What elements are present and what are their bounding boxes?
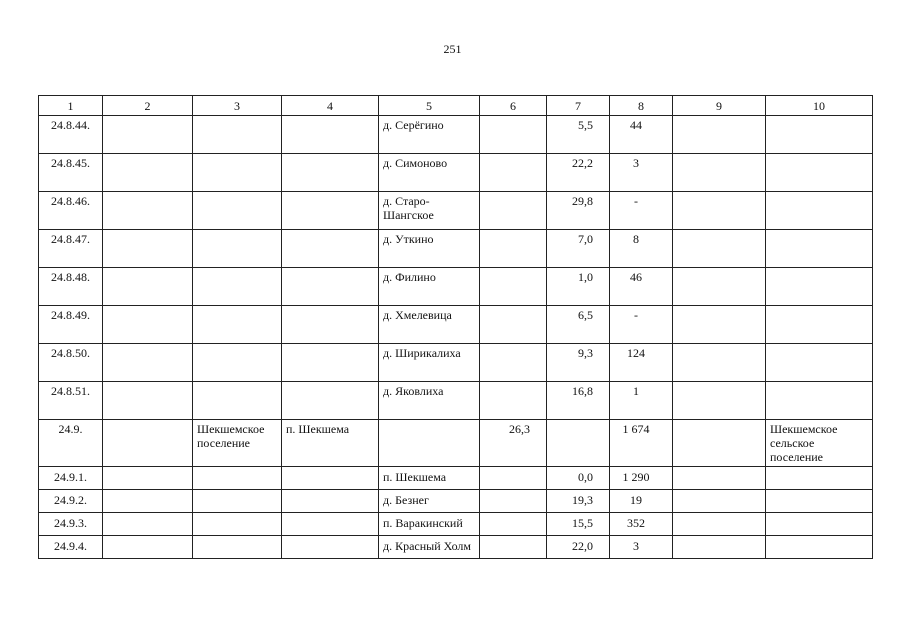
column-header: 1 xyxy=(39,96,103,116)
row-code: 24.8.45. xyxy=(39,154,103,192)
cell-c2 xyxy=(103,230,193,268)
cell-c10 xyxy=(766,230,873,268)
row-code: 24.8.51. xyxy=(39,382,103,420)
cell-c9 xyxy=(673,268,766,306)
cell-c10 xyxy=(766,192,873,230)
settlement-name: д. Безнег xyxy=(379,490,480,513)
cell-c6 xyxy=(480,116,547,154)
cell-c3 xyxy=(193,268,282,306)
cell-c9 xyxy=(673,382,766,420)
distance-value: 15,5 xyxy=(547,513,610,536)
cell-c6 xyxy=(480,230,547,268)
cell-c9 xyxy=(673,536,766,559)
cell-c2 xyxy=(103,490,193,513)
distance-value: 29,8 xyxy=(547,192,610,230)
cell-c9 xyxy=(673,420,766,467)
table-row xyxy=(39,513,873,536)
row-code: 24.8.49. xyxy=(39,306,103,344)
cell-c4 xyxy=(282,192,379,230)
cell-c10 xyxy=(766,116,873,154)
settlement-name: д. Филино xyxy=(379,268,480,306)
settlement-name: д. Серёгино xyxy=(379,116,480,154)
cell-c9 xyxy=(673,192,766,230)
table-row xyxy=(39,467,873,490)
cell-c2 xyxy=(103,420,193,467)
cell-c9 xyxy=(673,154,766,192)
row-code: 24.9.1. xyxy=(39,467,103,490)
cell-c6 xyxy=(480,382,547,420)
cell-c3 xyxy=(193,536,282,559)
cell-c6 xyxy=(480,192,547,230)
cell-c10 xyxy=(766,490,873,513)
cell-c2 xyxy=(103,344,193,382)
table-row xyxy=(39,192,873,230)
column-header: 8 xyxy=(610,96,673,116)
distance-value: 5,5 xyxy=(547,116,610,154)
table-row-municipality xyxy=(39,420,873,467)
distance-center-value: 26,3 xyxy=(480,420,547,467)
cell-c2 xyxy=(103,536,193,559)
cell-c4 xyxy=(282,513,379,536)
settlement-name: д. Красный Холм xyxy=(379,536,480,559)
cell-c10 xyxy=(766,382,873,420)
cell-c9 xyxy=(673,467,766,490)
column-header: 2 xyxy=(103,96,193,116)
cell-c4 xyxy=(282,116,379,154)
cell-c9 xyxy=(673,490,766,513)
row-code: 24.8.48. xyxy=(39,268,103,306)
cell-c4 xyxy=(282,467,379,490)
population-value: - xyxy=(610,192,673,230)
population-value: 352 xyxy=(610,513,673,536)
cell-c4 xyxy=(282,306,379,344)
table-row xyxy=(39,306,873,344)
population-value: - xyxy=(610,306,673,344)
table-header-row xyxy=(39,96,873,116)
row-code: 24.9.2. xyxy=(39,490,103,513)
table-row xyxy=(39,116,873,154)
cell-c2 xyxy=(103,192,193,230)
cell-c6 xyxy=(480,154,547,192)
cell-c10 xyxy=(766,306,873,344)
cell-c3 xyxy=(193,116,282,154)
population-value: 1 xyxy=(610,382,673,420)
cell-c10 xyxy=(766,344,873,382)
cell-c2 xyxy=(103,116,193,154)
cell-c4 xyxy=(282,344,379,382)
cell-c9 xyxy=(673,230,766,268)
cell-c10 xyxy=(766,154,873,192)
settlement-name: п. Варакинский xyxy=(379,513,480,536)
column-header: 7 xyxy=(547,96,610,116)
population-value: 44 xyxy=(610,116,673,154)
cell-c3 xyxy=(193,154,282,192)
population-value: 124 xyxy=(610,344,673,382)
column-header: 9 xyxy=(673,96,766,116)
distance-value: 7,0 xyxy=(547,230,610,268)
table-row xyxy=(39,490,873,513)
table-row xyxy=(39,536,873,559)
table-row xyxy=(39,268,873,306)
settlement-name: д. Уткино xyxy=(379,230,480,268)
cell-c3 xyxy=(193,192,282,230)
population-value: 1 674 xyxy=(610,420,673,467)
cell-c10 xyxy=(766,268,873,306)
cell-c2 xyxy=(103,154,193,192)
distance-value: 22,0 xyxy=(547,536,610,559)
cell-c6 xyxy=(480,268,547,306)
settlement-name: д. Старо-Шангское xyxy=(379,192,480,230)
cell-c2 xyxy=(103,268,193,306)
cell-c9 xyxy=(673,344,766,382)
population-value: 1 290 xyxy=(610,467,673,490)
cell-c3 xyxy=(193,513,282,536)
table-row xyxy=(39,382,873,420)
population-value: 3 xyxy=(610,154,673,192)
cell-c3 xyxy=(193,306,282,344)
population-value: 46 xyxy=(610,268,673,306)
cell-c10 xyxy=(766,467,873,490)
cell-c6 xyxy=(480,306,547,344)
municipality-name: Шекшемское поселение xyxy=(193,420,282,467)
column-header: 10 xyxy=(766,96,873,116)
cell-c9 xyxy=(673,306,766,344)
cell-c9 xyxy=(673,116,766,154)
table-row xyxy=(39,154,873,192)
cell-c4 xyxy=(282,490,379,513)
distance-value xyxy=(547,420,610,467)
cell-c3 xyxy=(193,344,282,382)
cell-c3 xyxy=(193,382,282,420)
cell-c3 xyxy=(193,490,282,513)
cell-c10 xyxy=(766,536,873,559)
cell-c6 xyxy=(480,467,547,490)
settlements-table xyxy=(38,95,873,559)
row-code: 24.9. xyxy=(39,420,103,467)
table-row xyxy=(39,230,873,268)
cell-c3 xyxy=(193,467,282,490)
population-value: 8 xyxy=(610,230,673,268)
column-header: 6 xyxy=(480,96,547,116)
table-row xyxy=(39,344,873,382)
distance-value: 19,3 xyxy=(547,490,610,513)
row-code: 24.8.50. xyxy=(39,344,103,382)
cell-c4 xyxy=(282,536,379,559)
settlement-name: д. Симоново xyxy=(379,154,480,192)
cell-c4 xyxy=(282,230,379,268)
distance-value: 0,0 xyxy=(547,467,610,490)
settlement-name: д. Яковлиха xyxy=(379,382,480,420)
row-code: 24.8.44. xyxy=(39,116,103,154)
cell-c9 xyxy=(673,513,766,536)
cell-c10 xyxy=(766,513,873,536)
cell-c6 xyxy=(480,490,547,513)
row-code: 24.9.3. xyxy=(39,513,103,536)
cell-c6 xyxy=(480,513,547,536)
cell-c4 xyxy=(282,154,379,192)
cell-c2 xyxy=(103,306,193,344)
cell-c3 xyxy=(193,230,282,268)
distance-value: 22,2 xyxy=(547,154,610,192)
distance-value: 1,0 xyxy=(547,268,610,306)
column-header: 4 xyxy=(282,96,379,116)
center-name: п. Шекшема xyxy=(282,420,379,467)
cell-c2 xyxy=(103,513,193,536)
cell-c6 xyxy=(480,536,547,559)
municipality-full-name: Шекшемское сельское поселение xyxy=(766,420,873,467)
cell-c2 xyxy=(103,467,193,490)
row-code: 24.8.46. xyxy=(39,192,103,230)
row-code: 24.8.47. xyxy=(39,230,103,268)
cell-c6 xyxy=(480,344,547,382)
column-header: 5 xyxy=(379,96,480,116)
settlement-name: д. Ширикалиха xyxy=(379,344,480,382)
distance-value: 16,8 xyxy=(547,382,610,420)
population-value: 3 xyxy=(610,536,673,559)
population-value: 19 xyxy=(610,490,673,513)
cell-c4 xyxy=(282,382,379,420)
page-number: 251 xyxy=(443,42,462,56)
cell-c2 xyxy=(103,382,193,420)
distance-value: 9,3 xyxy=(547,344,610,382)
distance-value: 6,5 xyxy=(547,306,610,344)
settlement-name xyxy=(379,420,480,467)
column-header: 3 xyxy=(193,96,282,116)
cell-c4 xyxy=(282,268,379,306)
settlement-name: п. Шекшема xyxy=(379,467,480,490)
row-code: 24.9.4. xyxy=(39,536,103,559)
settlement-name: д. Хмелевица xyxy=(379,306,480,344)
